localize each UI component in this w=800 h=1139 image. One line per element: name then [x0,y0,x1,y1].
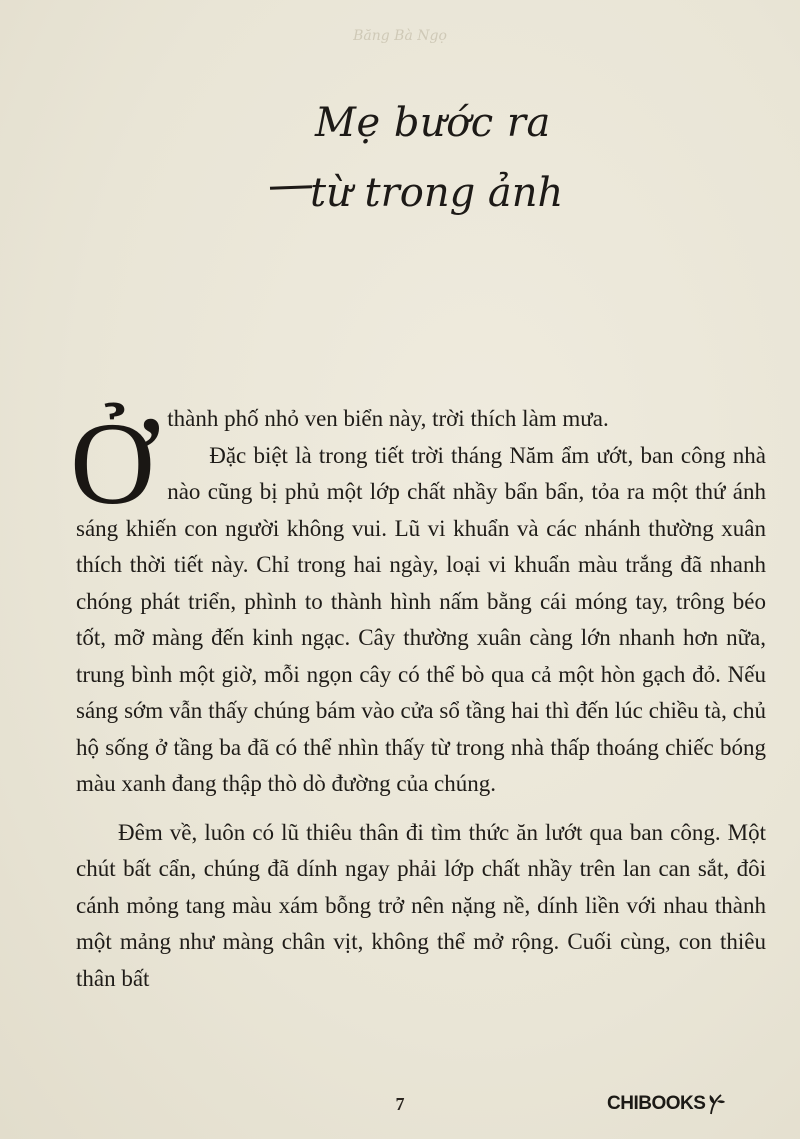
drop-cap: Ở [70,398,156,529]
paragraph-3: Đêm về, luôn có lũ thiêu thân đi tìm thức ăn lướt qua ban công. Một chút bất cẩn, chúng đã dính ngay phải lớp chất nhầy trên lan can sắt, đôi cánh mỏng tang màu xám bỗng trở nên nặng nề, dính liền với nhau thành một mảng như màng chân vịt, không thể mở rộng. Cuối cùng, con thiêu thân bất [76,819,766,991]
running-header-bleed: Băng Bà Ngọ [353,28,447,44]
publisher-logo [607,1092,727,1116]
paragraph-2: Đặc biệt là trong tiết trời tháng Năm ẩm ướt, ban công nhà nào cũng bị phủ một lớp chất nhầy bẩn bẩn, tỏa ra một thứ ánh sáng khiến con người không vui. Lũ vi khuẩn và các nhánh thường xuân thích thời tiết này. Chỉ trong hai ngày, loại vi khuẩn màu trắng đã nhanh chóng phát triển, phình to thành hình nấm bằng cái móng tay, trông béo tốt, mỡ màng đến kinh ngạc. Cây thường xuân càng lớn nhanh hơn nữa, trung bình một giờ, mỗi ngọn cây có thể bò qua cả một hòn gạch đỏ. Nếu sáng sớm vẫn thấy chúng bám vào cửa sổ tầng hai thì đến lúc chiều tà, chủ hộ sống ở tầng ba đã có thể nhìn thấy từ trong nhà thấp thoáng chiếc bóng màu xanh đang thập thò dò đường của chúng. [76,442,766,796]
paragraph-1: thành phố nhỏ ven biển này, trời thích làm mưa. [167,406,609,431]
chapter-title [270,100,570,250]
chapter-title-line-1: Mẹ bước ra [315,100,551,146]
title-dash-ornament [270,185,312,189]
leaf-icon [707,1092,727,1116]
chapter-body [70,398,766,997]
publisher-name: CHIBOOKS [607,1093,706,1114]
page-number: 7 [395,1094,405,1114]
chapter-title-line-2: từ trong ảnh [310,170,564,216]
